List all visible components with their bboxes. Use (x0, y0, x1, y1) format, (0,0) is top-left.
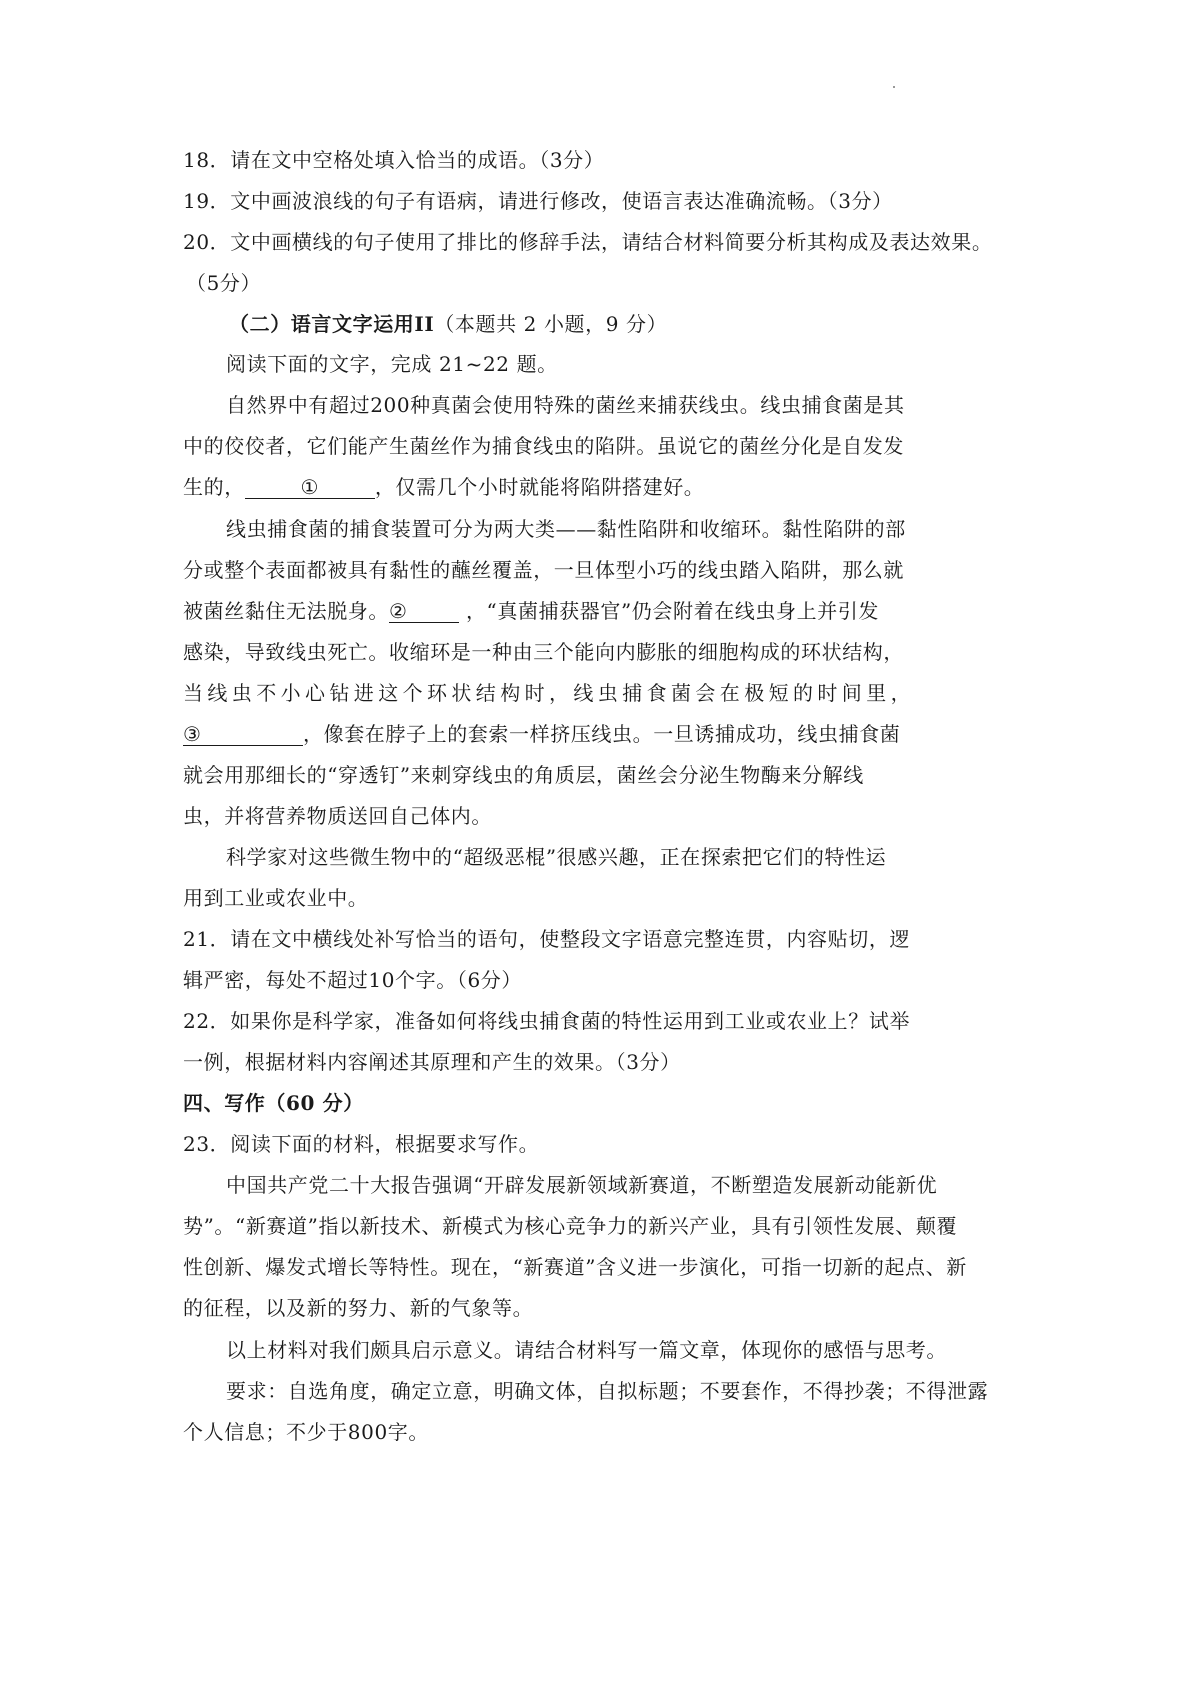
section-2-header (229, 311, 667, 337)
passage-p1-line-2: 中的佼佼者，它们能产生菌丝作为捕食线虫的陷阱。虽说它的菌丝分化是自发发 (183, 434, 904, 458)
requirements-line-2: 个人信息；不少于800字。 (183, 1420, 429, 1444)
passage-text: ，仅需几个小时就能将陷阱搭建好。 (374, 475, 705, 499)
passage-p2-line-2: 分或整个表面都被具有黏性的蘸丝覆盖，一旦体型小巧的线虫踏入陷阱，那么就 (183, 558, 904, 582)
passage-text: ，“真菌捕获器官”仍会附着在线虫身上并引发 (459, 599, 880, 623)
material-p5: 以上材料对我们颇具启示意义。请结合材料写一篇文章，体现你的感悟与思考。 (226, 1338, 947, 1362)
passage-p3-line-2: 用到工业或农业中。 (183, 886, 369, 910)
fill-blank-1: ① (245, 476, 375, 499)
passage-p3-line-1: 科学家对这些微生物中的“超级恶棍”很感兴趣，正在探索把它们的特性运 (226, 845, 887, 869)
passage-p2-line-4: 感染，导致线虫死亡。收缩环是一种由三个能向内膨胀的细胞构成的环状结构， (183, 640, 904, 664)
question-22-line-2: 一例，根据材料内容阐述其原理和产生的效果。（3分） (183, 1050, 681, 1074)
fill-blank-3: ③ (183, 723, 303, 746)
section-2-heading: （二）语言文字运用II (229, 312, 435, 336)
question-19: 19．文中画波浪线的句子有语病，请进行修改，使语言表达准确流畅。（3分） (183, 189, 893, 213)
question-18: 18．请在文中空格处填入恰当的成语。（3分） (183, 148, 605, 172)
passage-p2-line-7: 就会用那细长的“穿透钉”来刺穿线虫的角质层，菌丝会分泌生物酶来分解线 (183, 763, 864, 787)
material-p4-line-1: 中国共产党二十大报告强调“开辟发展新领域新赛道，不断塑造发展新动能新优 (226, 1173, 938, 1197)
fill-blank-2: ② (389, 600, 459, 623)
passage-p1-line-1: 自然界中有超过200种真菌会使用特殊的菌丝来捕获线虫。线虫捕食菌是其 (226, 393, 905, 417)
passage-p1-line-3 (183, 474, 704, 500)
material-p4-line-3: 性创新、爆发式增长等特性。现在，“新赛道”含义进一步演化，可指一切新的起点、新 (183, 1255, 967, 1279)
section-2-instruction: 阅读下面的文字，完成 21~22 题。 (226, 352, 558, 376)
passage-p2-line-5: 当线虫不小心钻进这个环状结构时，线虫捕食菌会在极短的时间里， (183, 681, 915, 705)
section-4-heading: 四、写作（60 分） (183, 1091, 364, 1115)
question-20-line-1: 20．文中画横线的句子使用了排比的修辞手法，请结合材料简要分析其构成及表达效果。 (183, 230, 993, 254)
passage-p2-line-1: 线虫捕食菌的捕食装置可分为两大类——黏性陷阱和收缩环。黏性陷阱的部 (226, 517, 906, 541)
material-p4-line-2: 势”。“新赛道”指以新技术、新模式为核心竞争力的新兴产业，具有引领性发展、颠覆 (183, 1214, 958, 1238)
passage-text: ，像套在脖子上的套索一样挤压线虫。一旦诱捕成功，线虫捕食菌 (303, 722, 901, 746)
section-2-note: （本题共 2 小题，9 分） (434, 312, 668, 336)
question-20-line-2: （5分） (186, 271, 262, 295)
scan-dot (893, 86, 895, 88)
requirements-line-1: 要求：自选角度，确定立意，明确文体，自拟标题；不要套作，不得抄袭；不得泄露 (226, 1379, 989, 1403)
question-21-line-2: 辑严密，每处不超过10个字。（6分） (183, 968, 522, 992)
material-p4-line-4: 的征程，以及新的努力、新的气象等。 (183, 1296, 534, 1320)
question-23-intro: 23．阅读下面的材料，根据要求写作。 (183, 1132, 540, 1156)
passage-text: 生的， (183, 475, 245, 499)
passage-p2-line-3 (183, 598, 879, 624)
passage-p2-line-8: 虫，并将营养物质送回自己体内。 (183, 804, 492, 828)
question-21-line-1: 21．请在文中横线处补写恰当的语句，使整段文字语意完整连贯，内容贴切，逻 (183, 927, 911, 951)
passage-text: 被菌丝黏住无法脱身。 (183, 599, 389, 623)
question-22-line-1: 22．如果你是科学家，准备如何将线虫捕食菌的特性运用到工业或农业上？试举 (183, 1009, 911, 1033)
passage-p2-line-6 (183, 721, 900, 747)
